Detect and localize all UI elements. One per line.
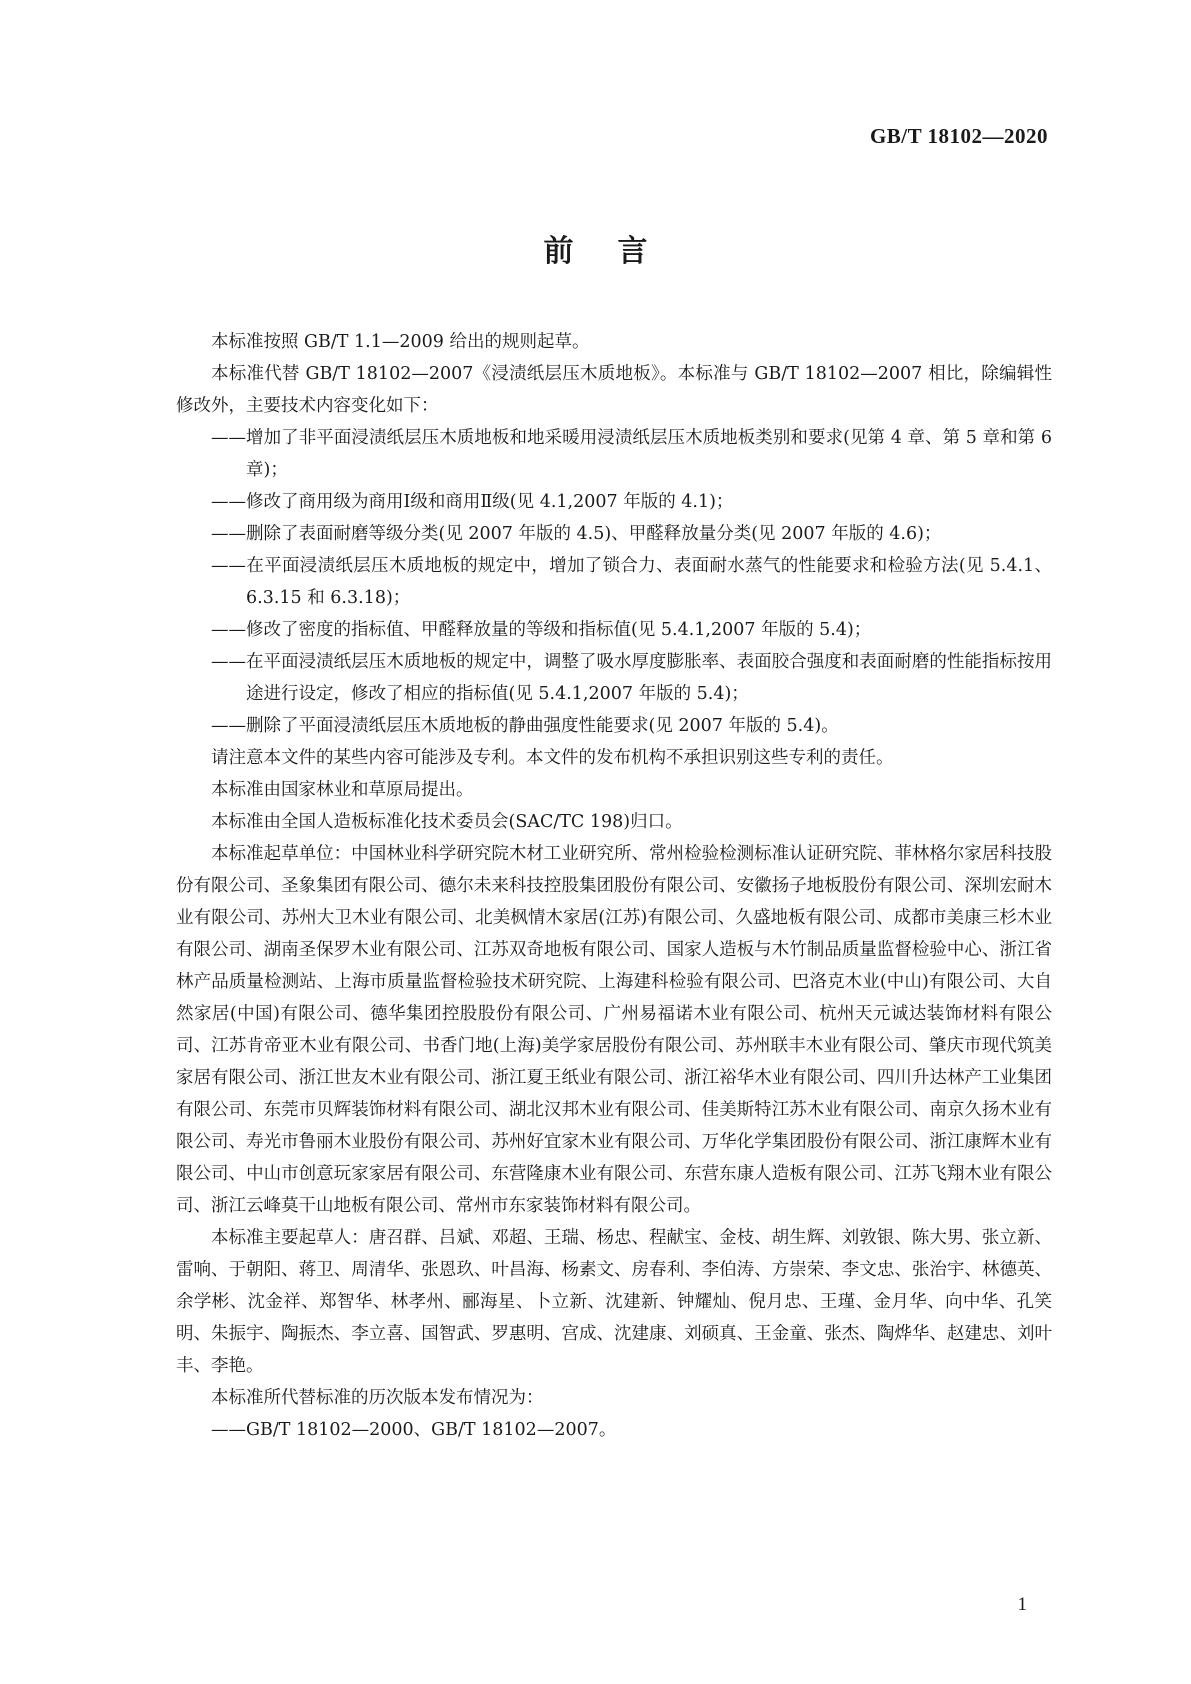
patent-notice: 请注意本文件的某些内容可能涉及专利。本文件的发布机构不承担识别这些专利的责任。 <box>211 748 894 768</box>
change-item: ——在平面浸渍纸层压木质地板的规定中，调整了吸水厚度膨胀率、表面胶合强度和表面耐磨的性能指标按用途进行设定，修改了相应的指标值(见 5.4.1,2007 年版的 5.4)； <box>211 652 1052 704</box>
history-intro: 本标准所代替标准的历次版本发布情况为： <box>211 1388 544 1408</box>
standard-code: GB/T 18102—2020 <box>869 124 1048 148</box>
committee-statement: 本标准由全国人造板标准化技术委员会(SAC/TC 198)归口。 <box>211 812 683 832</box>
paragraph: 本标准代替 GB/T 18102—2007《浸渍纸层压木质地板》。本标准与 GB/T 18102—2007 相比，除编辑性修改外，主要技术内容变化如下： <box>176 364 1052 416</box>
page-title: 前言 <box>543 234 692 269</box>
change-item: ——增加了非平面浸渍纸层压木质地板和地采暖用浸渍纸层压木质地板类别和要求(见第 4 章、第 5 章和第 6 章)； <box>211 428 1052 480</box>
drafters: 本标准主要起草人：唐召群、吕斌、邓超、王瑞、杨忠、程献宝、金枝、胡生辉、刘敦银、陈大男、张立新、雷响、于朝阳、蒋卫、周清华、张恩玖、叶昌海、杨素文、房春利、李伯涛、方崇荣、李文忠、张治宇、林德英、余学彬、沈金祥、郑智华、林孝州、郦海星、卜立新、沈建新、钟耀灿、倪月忠、王瑾、金月华、向中华、孔笑明、朱振宇、陶振杰、李立喜、国智武、罗惠明、宫成、沈建康、刘硕真、王金童、张杰、陶烨华、赵建忠、刘叶丰、李艳。 <box>176 1228 1052 1376</box>
change-item: ——修改了商用级为商用Ⅰ级和商用Ⅱ级(见 4.1,2007 年版的 4.1)； <box>211 492 734 512</box>
history-item: ——GB/T 18102—2000、GB/T 18102—2007。 <box>211 1420 617 1440</box>
foreword-body <box>176 326 1052 1446</box>
drafting-units: 本标准起草单位：中国林业科学研究院木材工业研究所、常州检验检测标准认证研究院、菲林格尔家居科技股份有限公司、圣象集团有限公司、德尔未来科技控股集团股份有限公司、安徽扬子地板股份有限公司、深圳宏耐木业有限公司、苏州大卫木业有限公司、北美枫情木家居(江苏)有限公司、久盛地板有限公司、成都市美康三杉木业有限公司、湖南圣保罗木业有限公司、江苏双奇地板有限公司、国家人造板与木竹制品质量监督检验中心、浙江省林产品质量检测站、上海市质量监督检验技术研究院、上海建科检验有限公司、巴洛克木业(中山)有限公司、大自然家居(中国)有限公司、德华集团控股股份有限公司、广州易福诺木业有限公司、杭州天元诚达装饰材料有限公司、江苏肯帝亚木业有限公司、书香门地(上海)美学家居股份有限公司、苏州联丰木业有限公司、肇庆市现代筑美家居有限公司、浙江世友木业有限公司、浙江夏王纸业有限公司、浙江裕华木业有限公司、四川升达林产工业集团有限公司、东莞市贝辉装饰材料有限公司、湖北汉邦木业有限公司、佳美斯特江苏木业有限公司、南京久扬木业有限公司、寿光市鲁丽木业股份有限公司、苏州好宜家木业有限公司、万华化学集团股份有限公司、浙江康辉木业有限公司、中山市创意玩家家居有限公司、东营隆康木业有限公司、东营东康人造板有限公司、江苏飞翔木业有限公司、浙江云峰莫干山地板有限公司、常州市东家装饰材料有限公司。 <box>176 844 1052 1216</box>
paragraph: 本标准按照 GB/T 1.1—2009 给出的规则起草。 <box>211 332 590 352</box>
page-number: 1 <box>1017 1594 1027 1615</box>
change-item: ——删除了平面浸渍纸层压木质地板的静曲强度性能要求(见 2007 年版的 5.4)。 <box>211 716 839 736</box>
change-item: ——修改了密度的指标值、甲醛释放量的等级和指标值(见 5.4.1,2007 年版的 5.4)； <box>211 620 872 640</box>
change-item: ——在平面浸渍纸层压木质地板的规定中，增加了锁合力、表面耐水蒸气的性能要求和检验方法(见 5.4.1、6.3.15 和 6.3.18)； <box>211 556 1052 608</box>
change-item: ——删除了表面耐磨等级分类(见 2007 年版的 4.5)、甲醛释放量分类(见 2007 年版的 4.6)； <box>211 524 942 544</box>
proposer-statement: 本标准由国家林业和草原局提出。 <box>211 780 474 800</box>
